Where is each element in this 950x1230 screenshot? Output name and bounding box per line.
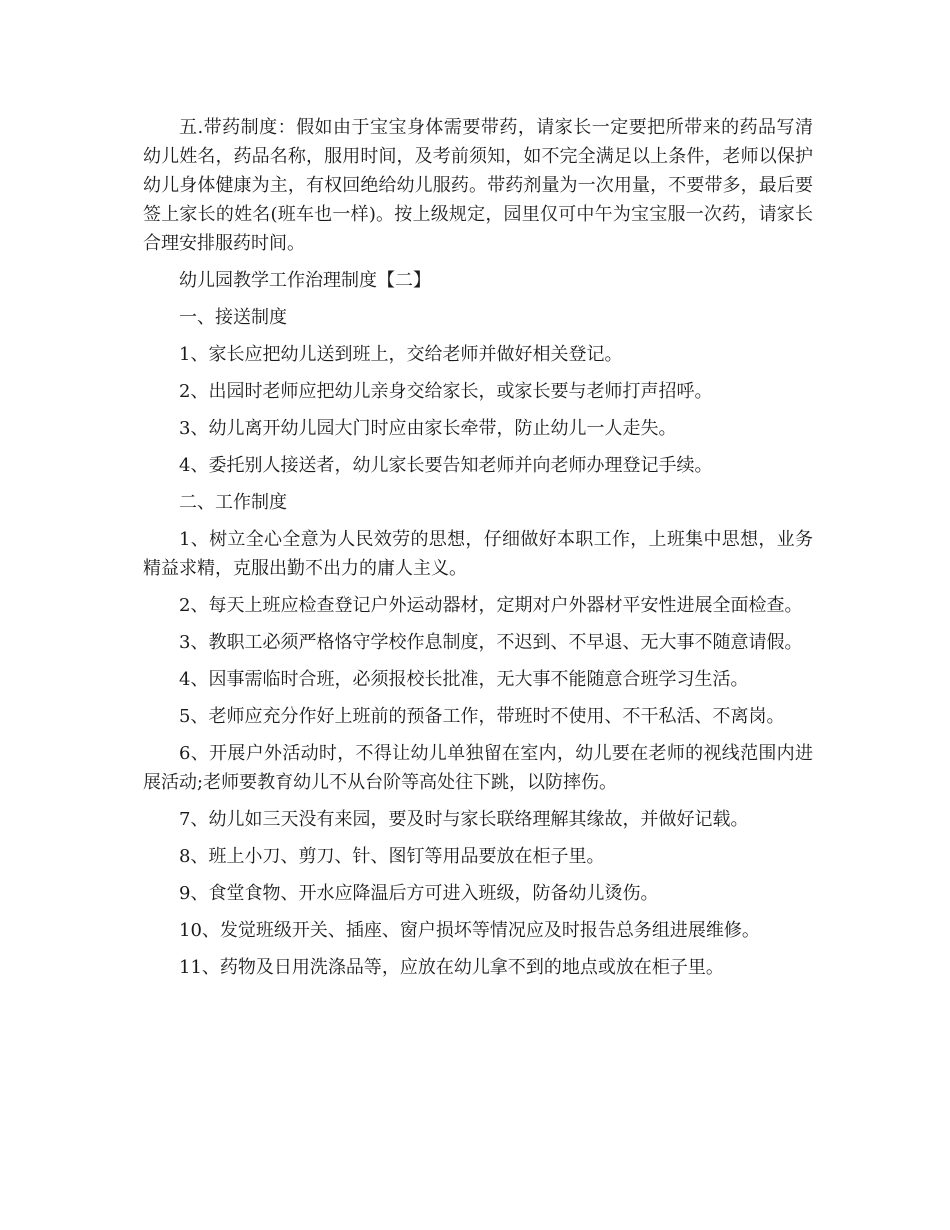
- list-item: 3、幼儿离开幼儿园大门时应由家长牵带，防止幼儿一人走失。: [179, 418, 677, 439]
- list-item: 8、班上小刀、剪刀、针、图钉等用品要放在柜子里。: [179, 846, 605, 867]
- list-item: 9、食堂食物、开水应降温后方可进入班级，防备幼儿烫伤。: [179, 883, 659, 904]
- section-title: 幼儿园教学工作治理制度【二】: [179, 270, 431, 291]
- list-item: 3、教职工必须严格恪守学校作息制度，不迟到、不早退、无大事不随意请假。: [179, 632, 803, 653]
- paragraph-medicine-policy: 五.带药制度：假如由于宝宝身体需要带药，请家长一定要把所带来的药品写清幼儿姓名，药品名称，服用时间，及考前须知，如不完全满足以上条件，老师以保护幼儿身体健康为主，有权回绝给幼儿服药。带药剂量为一次用量，不要带多，最后要签上家长的姓名(班车也一样)。按上级规定，园里仅可中午为宝宝服一次药，请家长合理安排服药时间。: [143, 117, 813, 254]
- list-item: 1、树立全心全意为人民效劳的思想，仔细做好本职工作，上班集中思想，业务精益求精，克服出勤不出力的庸人主义。: [143, 529, 813, 579]
- list-item: 4、委托别人接送者，幼儿家长要告知老师并向老师办理登记手续。: [179, 455, 713, 476]
- list-item: 4、因事需临时合班，必须报校长批准，无大事不能随意合班学习生活。: [179, 669, 749, 690]
- list-item: 6、开展户外活动时，不得让幼儿单独留在室内，幼儿要在老师的视线范围内进展活动;老师要教育幼儿不从台阶等高处往下跳，以防摔伤。: [143, 743, 813, 793]
- section-heading-pickup: 一、接送制度: [179, 307, 287, 328]
- document-body: [143, 113, 813, 990]
- list-item: 11、药物及日用洗涤品等，应放在幼儿拿不到的地点或放在柜子里。: [179, 957, 724, 978]
- section-heading-work: 二、工作制度: [179, 492, 287, 513]
- list-item: 7、幼儿如三天没有来园，要及时与家长联络理解其缘故，并做好记载。: [179, 809, 749, 830]
- list-item: 10、发觉班级开关、插座、窗户损坏等情况应及时报告总务组进展维修。: [179, 920, 760, 941]
- list-item: 5、老师应充分作好上班前的预备工作，带班时不使用、不干私活、不离岗。: [179, 706, 785, 727]
- list-item: 2、每天上班应检查登记户外运动器材，定期对户外器材平安性进展全面检查。: [179, 595, 803, 616]
- list-item: 1、家长应把幼儿送到班上，交给老师并做好相关登记。: [179, 344, 623, 365]
- list-item: 2、出园时老师应把幼儿亲身交给家长，或家长要与老师打声招呼。: [179, 381, 713, 402]
